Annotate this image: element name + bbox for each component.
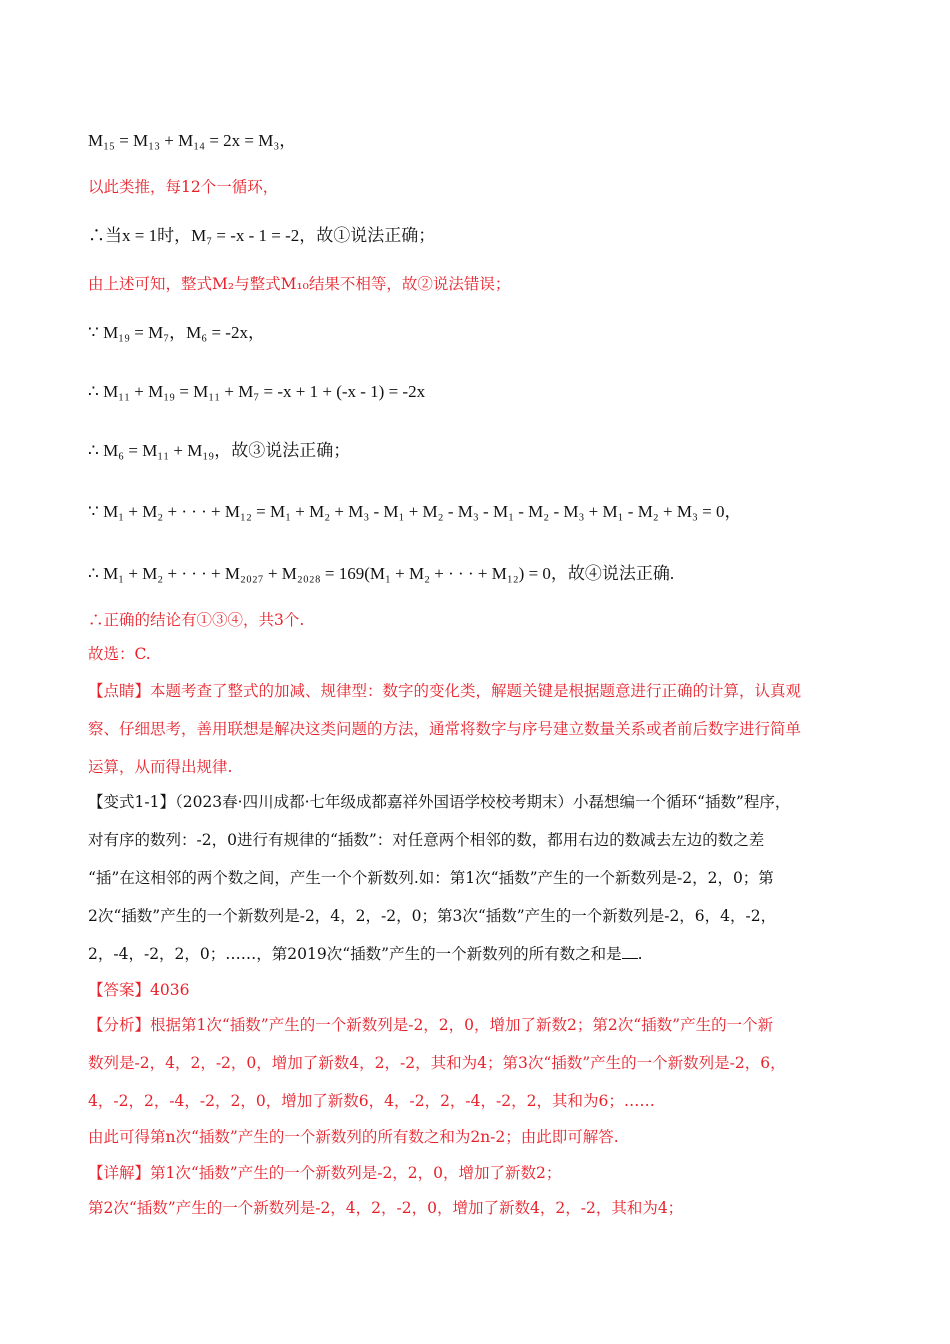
- statement-2: 由上述可知，整式M₂与整式M₁₀结果不相等，故②说法错误；: [88, 275, 511, 293]
- problem-line-5: [88, 943, 643, 965]
- answer: 【答案】4036: [88, 981, 190, 999]
- cycle-statement: 以此类推，每12个一循环，: [88, 178, 279, 196]
- analysis-line-4: 由此可得第n次“插数”产生的一个新数列的所有数之和为2n-2；由此即可解答.: [88, 1128, 619, 1146]
- analysis-line-2: 数列是-2，4，2，-2，0，增加了新数4，2，-2，其和为4；第3次“插数”产生的一个新数列是-2，6，: [88, 1054, 786, 1072]
- detail-line-2: 第2次“插数”产生的一个新数列是-2，4，2，-2，0，增加了新数4，2，-2，其和为4；: [88, 1199, 684, 1217]
- blank-suffix: .: [637, 945, 643, 963]
- comment-line-3: 运算，从而得出规律.: [88, 758, 233, 776]
- problem-line-2: 对有序的数列：-2，0进行有规律的“插数”：对任意两个相邻的数，都用右边的数减去左边的数之差: [88, 831, 765, 849]
- detail-line-1: 【详解】第1次“插数”产生的一个新数列是-2，2，0，增加了新数2；: [88, 1164, 562, 1182]
- choice: 故选：C.: [88, 645, 151, 663]
- statement-4: ∴ M₁ + M₂ + · · · + M₂₀₂₇ + M₂₀₂₈ = 169(M₁ + M₂ + · · · + M₁₂) = 0，故④说法正确.: [88, 564, 675, 583]
- problem-line-5-text: 2，-4，-2，2，0；……，第2019次“插数”产生的一个新数列的所有数之和是: [88, 945, 622, 963]
- because-sum-to-m12: ∵ M₁ + M₂ + · · · + M₁₂ = M₁ + M₂ + M₃ - M₁ + M₂ - M₃ - M₁ - M₂ - M₃ + M₁ - M₂ + M₃ = 0，: [88, 502, 742, 521]
- equation-m15: M₁₅ = M₁₃ + M₁₄ = 2x = M₃，: [88, 131, 297, 150]
- comment-line-2: 察、仔细思考，善用联想是解决这类问题的方法，通常将数字与序号建立数量关系或者前后数字进行简单: [88, 720, 802, 738]
- problem-line-3: “插”在这相邻的两个数之间，产生一个个新数列.如：第1次“插数”产生的一个新数列是-2，2，0；第: [88, 869, 774, 887]
- statement-1: ∴当x = 1时，M₇ = -x - 1 = -2，故①说法正确；: [88, 226, 436, 245]
- analysis-line-3: 4，-2，2，-4，-2，2，0，增加了新数6，4，-2，2，-4，-2，2，其和为6；……: [88, 1092, 655, 1110]
- statement-3: ∴ M₆ = M₁₁ + M₁₉，故③说法正确；: [88, 441, 351, 460]
- because-m19: ∵ M₁₉ = M₇，M₆ = -2x，: [88, 323, 265, 342]
- therefore-sum-m11-m19: ∴ M₁₁ + M₁₉ = M₁₁ + M₇ = -x + 1 + (-x - 1) = -2x: [88, 382, 426, 401]
- analysis-line-1: 【分析】根据第1次“插数”产生的一个新数列是-2，2，0，增加了新数2；第2次“插数”产生的一个新: [88, 1016, 774, 1034]
- problem-line-1: 【变式1-1】（2023春·四川成都·七年级成都嘉祥外国语学校校考期末）小磊想编一个循环“插数”程序，: [88, 793, 791, 811]
- conclusion: ∴正确的结论有①③④，共3个.: [88, 611, 305, 629]
- problem-line-4: 2次“插数”产生的一个新数列是-2，4，2，-2，0；第3次“插数”产生的一个新数列是-2，6，4，-2，: [88, 907, 777, 925]
- comment-line-1: 【点睛】本题考查了整式的加减、规律型：数字的变化类，解题关键是根据题意进行正确的计算，认真观: [88, 682, 802, 700]
- answer-blank: [622, 944, 638, 959]
